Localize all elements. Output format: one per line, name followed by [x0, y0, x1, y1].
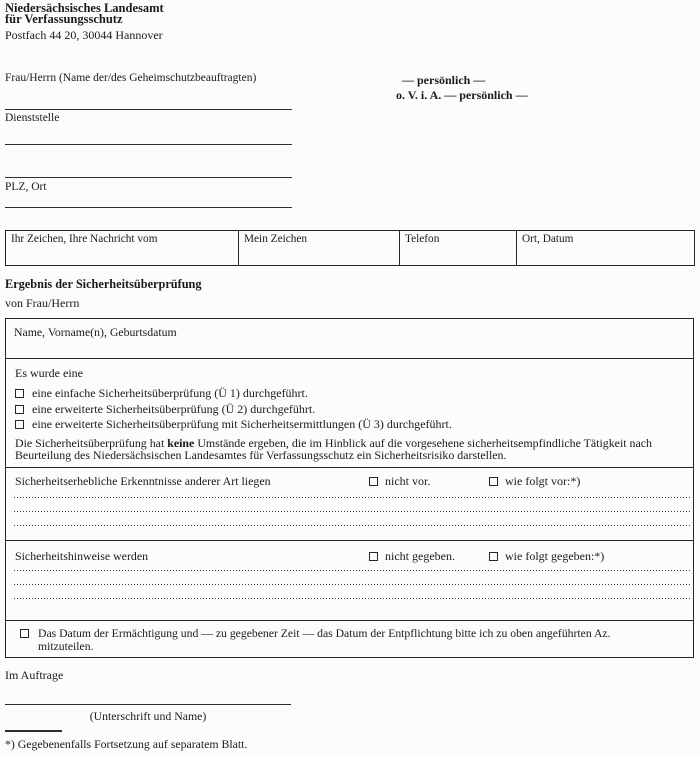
delivery-note-personal: — persönlich —	[402, 73, 486, 87]
ref-cell-telephone[interactable]	[399, 231, 516, 265]
signature-line[interactable]	[5, 676, 291, 705]
recipient-name-writein-line[interactable]	[5, 84, 292, 110]
recipient-address-block	[5, 72, 292, 208]
findings-option-none-label: nicht vor.	[385, 474, 431, 488]
person-data-label: Name, Vorname(n), Geburtsdatum	[14, 325, 177, 339]
hints-label: Sicherheitshinweise werden	[15, 549, 149, 563]
city-label: PLZ, Ort	[5, 181, 47, 193]
vetting-option-u3-label: eine erweiterte Sicherheitsüberprüfung mit Sicherheitsermittlungen (Ü 3) durchgeführt.	[32, 417, 452, 432]
hints-writein-line-2[interactable]	[14, 571, 690, 585]
date-notification-section	[6, 620, 693, 657]
checkbox-u3[interactable]	[15, 420, 24, 429]
footnote-rule	[5, 726, 62, 732]
ref-cell-my-reference[interactable]	[238, 231, 399, 265]
office-writein-line[interactable]	[5, 124, 292, 145]
vetting-intro: Es wurde eine	[15, 366, 83, 380]
findings-writein-line-2[interactable]	[14, 498, 690, 512]
ref-label-my-reference: Mein Zeichen	[244, 233, 308, 245]
checkbox-findings-none[interactable]	[369, 477, 378, 486]
findings-writein-line-3[interactable]	[14, 512, 690, 526]
agency-postal-address: Postfach 44 20, 30044 Hannover	[5, 28, 163, 42]
hints-writein-line-3[interactable]	[14, 585, 690, 599]
findings-option-none	[369, 474, 430, 489]
vetting-result-section	[6, 358, 693, 467]
hints-option-none-label: nicht gegeben.	[385, 549, 455, 563]
delivery-note-ovia: o. V. i. A. — persönlich —	[396, 87, 528, 102]
ref-cell-your-reference[interactable]	[6, 231, 238, 265]
checkbox-hints-follow[interactable]	[489, 552, 498, 561]
office-label: Dienststelle	[5, 112, 60, 124]
ref-label-place-date: Ort, Datum	[522, 233, 574, 245]
recipient-label: Frau/Herrn (Name der/des Geheimschutzbeauftragten)	[5, 72, 257, 84]
checkbox-u2[interactable]	[15, 405, 24, 414]
checkbox-hints-none[interactable]	[369, 552, 378, 561]
no-risk-statement	[15, 437, 684, 463]
other-findings-section	[6, 467, 693, 540]
checkbox-findings-follow[interactable]	[489, 477, 498, 486]
findings-writein-line-1[interactable]	[14, 488, 690, 498]
subject-title: Ergebnis der Sicherheitsüberprüfung	[5, 277, 202, 291]
vetting-option-u2-label: eine erweiterte Sicherheitsüberprüfung (Ü 2) durchgeführt.	[32, 401, 316, 416]
subject-subtitle: von Frau/Herrn	[5, 296, 80, 310]
delivery-notes	[396, 73, 528, 102]
hints-writein-line-1[interactable]	[14, 563, 690, 571]
ref-label-telephone: Telefon	[405, 233, 440, 245]
statement-pre: Die Sicherheitsüberprüfung hat	[15, 435, 165, 450]
reference-table	[5, 230, 695, 266]
vetting-option-row-u3	[15, 417, 684, 433]
statement-post: Umstände ergeben, die im Hinblick auf die vorgesehene sicherheitsempfindliche Tätigkeit nach Beurteilung des Niedersächsischen Landesamtes für Verfassungsschutz ein Sicherheitsrisiko darstellen.	[15, 435, 652, 463]
security-hints-section	[6, 540, 693, 620]
letterhead	[5, 3, 164, 43]
findings-label: Sicherheitserhebliche Erkenntnisse anderer Art liegen	[15, 474, 271, 488]
im-auftrage-text: Im Auftrage	[5, 668, 64, 682]
vetting-option-row-u2	[15, 402, 684, 418]
agency-name-line2: für Verfassungsschutz	[5, 12, 123, 26]
hints-option-follow	[489, 549, 604, 564]
statement-keine: keine	[167, 435, 195, 450]
person-data-section[interactable]	[6, 319, 693, 358]
vetting-option-u1-label: eine einfache Sicherheitsüberprüfung (Ü 1) durchgeführt.	[32, 386, 308, 401]
date-notification-line1: Das Datum der Ermächtigung und — zu gegebener Zeit — das Datum der Entpflichtung bitte ich zu oben angeführten Az.	[38, 627, 611, 640]
ref-cell-place-date[interactable]	[516, 231, 694, 265]
footnote-text: *) Gegebenenfalls Fortsetzung auf separatem Blatt.	[5, 737, 248, 751]
findings-option-follow-label: wie folgt vor:*)	[505, 474, 581, 488]
date-notification-text	[38, 627, 611, 657]
ref-label-your-reference: Ihr Zeichen, Ihre Nachricht vom	[11, 233, 158, 245]
office-writein-line-2[interactable]	[5, 145, 292, 178]
findings-option-follow	[489, 474, 580, 489]
hints-option-follow-label: wie folgt gegeben:*)	[505, 549, 605, 563]
date-notification-line2: mitzuteilen.	[38, 640, 94, 653]
checkbox-u1[interactable]	[15, 389, 24, 398]
main-form-box	[5, 318, 694, 658]
vetting-option-row-u1	[15, 386, 684, 402]
hints-option-none	[369, 549, 455, 564]
signature-label: (Unterschrift und Name)	[89, 709, 207, 723]
agency-name-line1: Niedersächsisches Landesamt	[5, 1, 164, 15]
checkbox-date-notification[interactable]	[20, 629, 29, 638]
city-writein-line[interactable]	[5, 193, 292, 208]
